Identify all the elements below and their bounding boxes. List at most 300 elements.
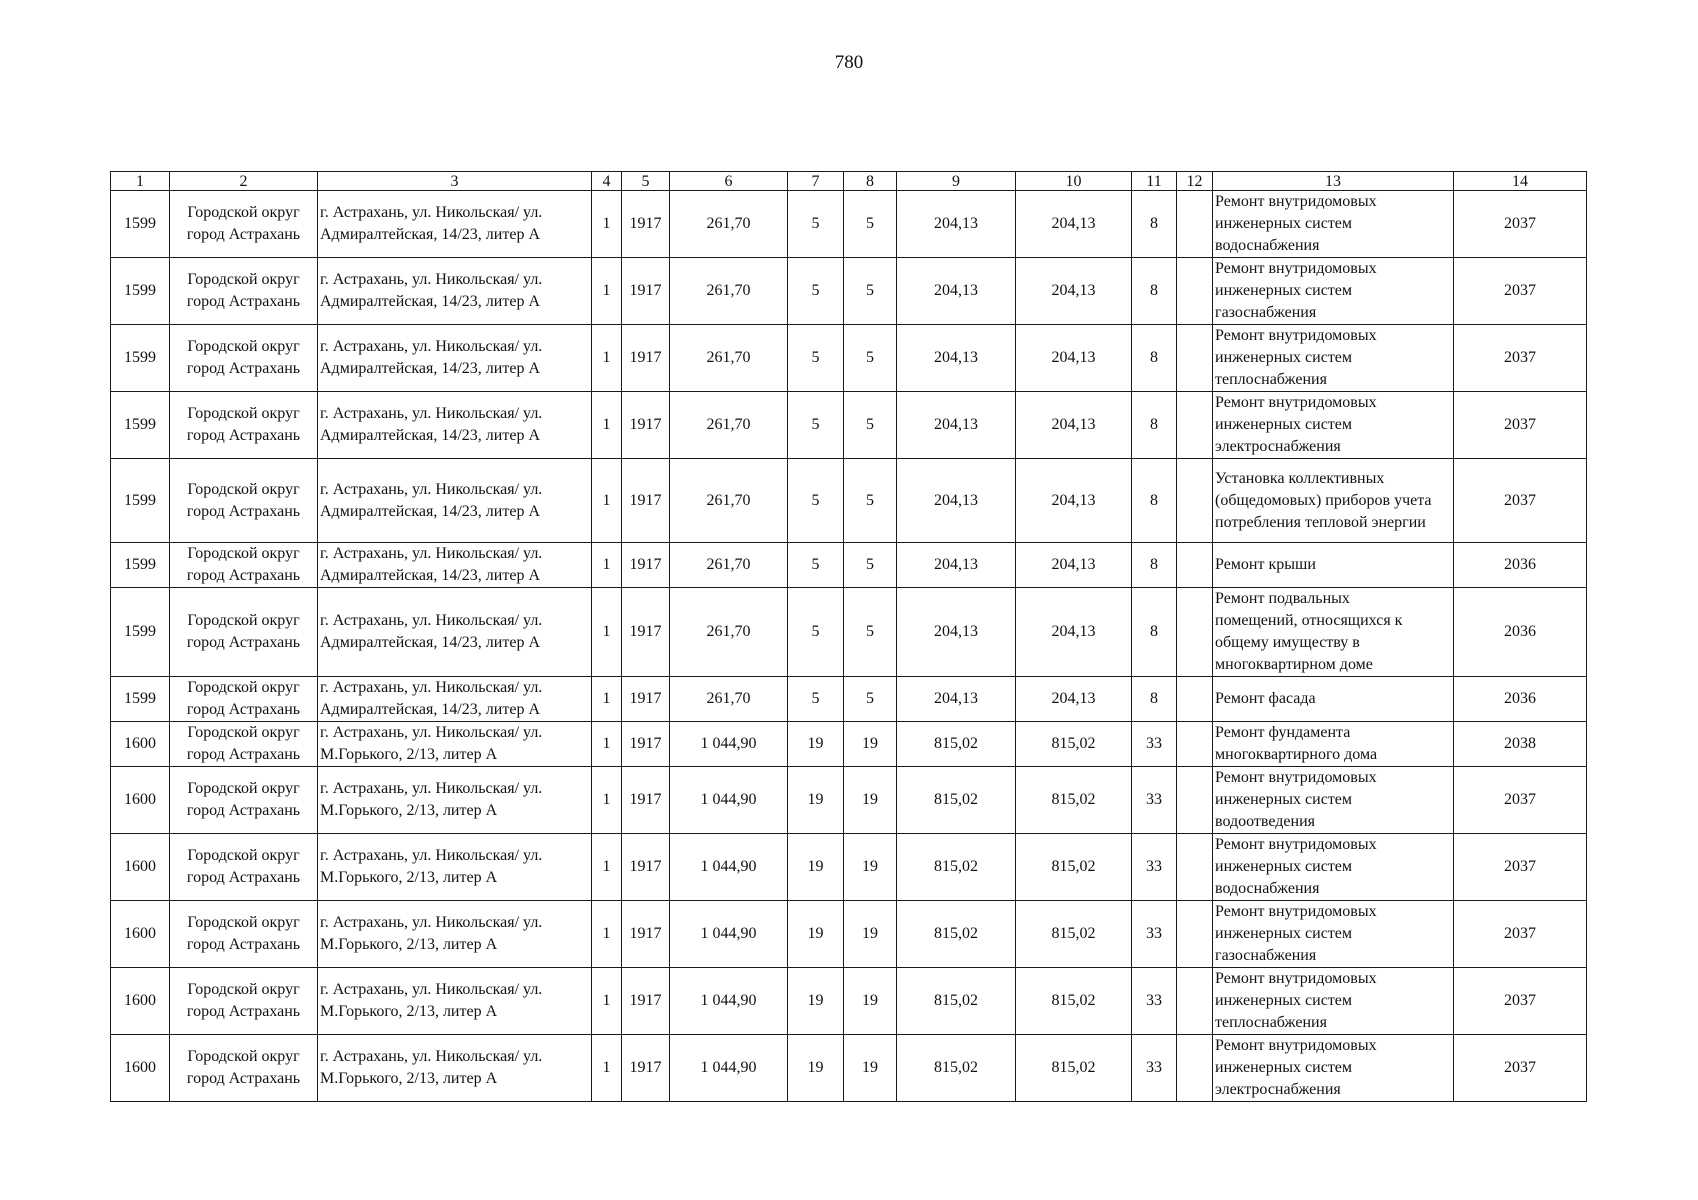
municipality-cell	[170, 767, 318, 834]
row-number-cell: 1599	[111, 392, 170, 459]
cell-line: г. Астрахань, ул. Никольская/ ул.	[320, 204, 543, 221]
cell-line: город Астрахань	[186, 1070, 301, 1087]
cell-line: г. Астрахань, ул. Никольская/ ул.	[320, 612, 543, 629]
planned-year-cell: 2038	[1454, 722, 1587, 767]
row-number-cell: 1600	[111, 901, 170, 968]
cell-line: Городской округ	[187, 847, 300, 864]
cell-line: многоквартирного дома	[1215, 746, 1378, 763]
column-header: 6	[670, 172, 788, 191]
col4-cell: 1	[592, 968, 622, 1035]
planned-year-cell: 2037	[1454, 968, 1587, 1035]
municipality-cell	[170, 1035, 318, 1102]
table-row	[111, 325, 1587, 392]
col7-cell: 5	[788, 543, 844, 588]
col10-cell: 815,02	[1016, 722, 1132, 767]
col7-cell: 5	[788, 677, 844, 722]
col7-cell: 5	[788, 191, 844, 258]
cell-line: помещений, относящихся к	[1215, 612, 1403, 629]
col10-cell: 204,13	[1016, 677, 1132, 722]
col7-cell: 5	[788, 459, 844, 543]
col11-cell: 33	[1132, 1035, 1177, 1102]
column-header: 14	[1454, 172, 1587, 191]
row-number-cell: 1599	[111, 459, 170, 543]
year-cell: 1917	[622, 258, 670, 325]
cell-line: М.Горького, 2/13, литер А	[320, 802, 498, 819]
cell-line: водоотведения	[1215, 813, 1315, 830]
cell-line: Городской округ	[187, 612, 300, 629]
cell-line: инженерных систем	[1215, 791, 1353, 808]
cell-line: г. Астрахань, ул. Никольская/ ул.	[320, 847, 543, 864]
address-cell	[318, 834, 592, 901]
column-header: 12	[1177, 172, 1213, 191]
year-cell: 1917	[622, 459, 670, 543]
col11-cell: 8	[1132, 588, 1177, 677]
cell-line: город Астрахань	[186, 869, 301, 886]
col12-cell	[1177, 258, 1213, 325]
address-cell	[318, 191, 592, 258]
address-cell	[318, 258, 592, 325]
column-header: 5	[622, 172, 670, 191]
column-number-row	[111, 172, 1587, 191]
col9-cell: 204,13	[897, 543, 1016, 588]
municipality-cell	[170, 834, 318, 901]
col8-cell: 19	[844, 767, 897, 834]
row-number-cell: 1600	[111, 968, 170, 1035]
cell-line: г. Астрахань, ул. Никольская/ ул.	[320, 545, 543, 562]
work-type-cell	[1213, 459, 1454, 543]
row-number-cell: 1599	[111, 258, 170, 325]
col8-cell: 5	[844, 677, 897, 722]
year-cell: 1917	[622, 392, 670, 459]
row-number-cell: 1600	[111, 722, 170, 767]
col12-cell	[1177, 325, 1213, 392]
area-cell: 1 044,90	[670, 834, 788, 901]
row-number-cell: 1599	[111, 325, 170, 392]
address-cell	[318, 901, 592, 968]
cell-line: Ремонт подвальных	[1215, 590, 1350, 607]
cell-line: М.Горького, 2/13, литер А	[320, 869, 498, 886]
col11-cell: 8	[1132, 325, 1177, 392]
address-cell	[318, 392, 592, 459]
cell-line: Адмиралтейская, 14/23, литер А	[320, 634, 540, 651]
address-cell	[318, 1035, 592, 1102]
table-row	[111, 722, 1587, 767]
col12-cell	[1177, 191, 1213, 258]
col11-cell: 33	[1132, 968, 1177, 1035]
col12-cell	[1177, 834, 1213, 901]
cell-line: г. Астрахань, ул. Никольская/ ул.	[320, 338, 543, 355]
address-cell	[318, 722, 592, 767]
cell-line: (общедомовых) приборов учета	[1215, 491, 1432, 509]
cell-line: г. Астрахань, ул. Никольская/ ул.	[320, 981, 543, 998]
col4-cell: 1	[592, 1035, 622, 1102]
col11-cell: 8	[1132, 677, 1177, 722]
cell-line: электроснабжения	[1215, 1081, 1341, 1098]
area-cell: 261,70	[670, 677, 788, 722]
col12-cell	[1177, 1035, 1213, 1102]
planned-year-cell: 2037	[1454, 834, 1587, 901]
year-cell: 1917	[622, 588, 670, 677]
cell-line: город Астрахань	[186, 567, 301, 584]
cell-line: теплоснабжения	[1215, 1014, 1327, 1031]
planned-year-cell: 2037	[1454, 901, 1587, 968]
area-cell: 1 044,90	[670, 767, 788, 834]
col8-cell: 5	[844, 392, 897, 459]
cell-line: Ремонт внутридомовых	[1215, 1037, 1377, 1054]
planned-year-cell: 2036	[1454, 677, 1587, 722]
year-cell: 1917	[622, 191, 670, 258]
municipality-cell	[170, 325, 318, 392]
col11-cell: 8	[1132, 459, 1177, 543]
col7-cell: 19	[788, 722, 844, 767]
cell-line: Городской округ	[187, 405, 300, 422]
col11-cell: 8	[1132, 258, 1177, 325]
area-cell: 261,70	[670, 392, 788, 459]
col4-cell: 1	[592, 392, 622, 459]
cell-line: г. Астрахань, ул. Никольская/ ул.	[320, 724, 543, 741]
col11-cell: 33	[1132, 722, 1177, 767]
table-row	[111, 588, 1587, 677]
col7-cell: 19	[788, 767, 844, 834]
col7-cell: 19	[788, 1035, 844, 1102]
col4-cell: 1	[592, 722, 622, 767]
col7-cell: 5	[788, 258, 844, 325]
cell-line: многоквартирном доме	[1215, 656, 1373, 673]
col4-cell: 1	[592, 767, 622, 834]
col8-cell: 5	[844, 325, 897, 392]
planned-year-cell: 2037	[1454, 767, 1587, 834]
col10-cell: 815,02	[1016, 767, 1132, 834]
col10-cell: 204,13	[1016, 392, 1132, 459]
col9-cell: 815,02	[897, 1035, 1016, 1102]
col4-cell: 1	[592, 191, 622, 258]
col12-cell	[1177, 901, 1213, 968]
col10-cell: 204,13	[1016, 543, 1132, 588]
municipality-cell	[170, 722, 318, 767]
cell-line: инженерных систем	[1215, 416, 1353, 433]
col4-cell: 1	[592, 677, 622, 722]
municipality-cell	[170, 258, 318, 325]
col9-cell: 815,02	[897, 834, 1016, 901]
planned-year-cell: 2037	[1454, 459, 1587, 543]
col8-cell: 5	[844, 543, 897, 588]
cell-line: город Астрахань	[186, 936, 301, 953]
table-row	[111, 968, 1587, 1035]
cell-line: город Астрахань	[186, 360, 301, 377]
work-type-cell	[1213, 968, 1454, 1035]
col4-cell: 1	[592, 543, 622, 588]
row-number-cell: 1600	[111, 1035, 170, 1102]
cell-line: инженерных систем	[1215, 349, 1353, 366]
municipality-cell	[170, 677, 318, 722]
cell-line: город Астрахань	[186, 226, 301, 243]
col12-cell	[1177, 588, 1213, 677]
address-cell	[318, 325, 592, 392]
cell-line: г. Астрахань, ул. Никольская/ ул.	[320, 679, 543, 696]
area-cell: 261,70	[670, 543, 788, 588]
cell-line: Ремонт внутридомовых	[1215, 260, 1377, 277]
cell-line: город Астрахань	[186, 701, 301, 718]
col9-cell: 815,02	[897, 901, 1016, 968]
address-cell	[318, 677, 592, 722]
cell-line: теплоснабжения	[1215, 371, 1327, 388]
cell-line: Городской округ	[187, 679, 300, 696]
planned-year-cell: 2037	[1454, 258, 1587, 325]
cell-line: Ремонт внутридомовых	[1215, 970, 1377, 987]
col8-cell: 19	[844, 968, 897, 1035]
cell-line: г. Астрахань, ул. Никольская/ ул.	[320, 1048, 543, 1065]
col10-cell: 815,02	[1016, 968, 1132, 1035]
col8-cell: 19	[844, 834, 897, 901]
cell-line: Адмиралтейская, 14/23, литер А	[320, 502, 540, 520]
area-cell: 1 044,90	[670, 901, 788, 968]
cell-line: Городской округ	[187, 480, 300, 498]
page-number: 780	[834, 52, 864, 73]
year-cell: 1917	[622, 834, 670, 901]
year-cell: 1917	[622, 1035, 670, 1102]
cell-line: инженерных систем	[1215, 1059, 1353, 1076]
cell-line: город Астрахань	[186, 1003, 301, 1020]
cell-line: Городской округ	[187, 545, 300, 562]
area-cell: 261,70	[670, 191, 788, 258]
municipality-cell	[170, 968, 318, 1035]
col7-cell: 19	[788, 901, 844, 968]
cell-line: водоснабжения	[1215, 237, 1320, 254]
row-number-cell: 1600	[111, 767, 170, 834]
cell-line: Ремонт внутридомовых	[1215, 903, 1377, 920]
table-row	[111, 258, 1587, 325]
col4-cell: 1	[592, 258, 622, 325]
cell-line: газоснабжения	[1215, 947, 1317, 964]
cell-line: Городской округ	[187, 914, 300, 931]
cell-line: электроснабжения	[1215, 438, 1341, 455]
col4-cell: 1	[592, 588, 622, 677]
year-cell: 1917	[622, 722, 670, 767]
work-type-cell	[1213, 543, 1454, 588]
col12-cell	[1177, 543, 1213, 588]
municipality-cell	[170, 392, 318, 459]
cell-line: Городской округ	[187, 981, 300, 998]
col9-cell: 204,13	[897, 392, 1016, 459]
col4-cell: 1	[592, 834, 622, 901]
row-number-cell: 1599	[111, 588, 170, 677]
cell-line: Городской округ	[187, 338, 300, 355]
cell-line: инженерных систем	[1215, 282, 1353, 299]
col10-cell: 204,13	[1016, 325, 1132, 392]
col9-cell: 815,02	[897, 968, 1016, 1035]
cell-line: город Астрахань	[186, 502, 301, 520]
year-cell: 1917	[622, 677, 670, 722]
address-cell	[318, 459, 592, 543]
col11-cell: 8	[1132, 543, 1177, 588]
cell-line: Ремонт фасада	[1215, 690, 1316, 707]
address-cell	[318, 588, 592, 677]
col12-cell	[1177, 459, 1213, 543]
municipality-cell	[170, 901, 318, 968]
planned-year-cell: 2037	[1454, 392, 1587, 459]
planned-year-cell: 2037	[1454, 191, 1587, 258]
col9-cell: 204,13	[897, 191, 1016, 258]
cell-line: Городской округ	[187, 724, 300, 741]
cell-line: инженерных систем	[1215, 858, 1353, 875]
col9-cell: 204,13	[897, 325, 1016, 392]
work-type-cell	[1213, 392, 1454, 459]
table-row	[111, 191, 1587, 258]
address-cell	[318, 767, 592, 834]
cell-line: потребления тепловой энергии	[1215, 513, 1426, 531]
col10-cell: 204,13	[1016, 459, 1132, 543]
planned-year-cell: 2036	[1454, 588, 1587, 677]
table-row	[111, 834, 1587, 901]
col12-cell	[1177, 968, 1213, 1035]
area-cell: 261,70	[670, 588, 788, 677]
col8-cell: 5	[844, 588, 897, 677]
work-type-cell	[1213, 834, 1454, 901]
col10-cell: 204,13	[1016, 258, 1132, 325]
year-cell: 1917	[622, 767, 670, 834]
planned-year-cell: 2037	[1454, 325, 1587, 392]
work-type-cell	[1213, 325, 1454, 392]
area-cell: 261,70	[670, 325, 788, 392]
address-cell	[318, 968, 592, 1035]
col8-cell: 19	[844, 1035, 897, 1102]
col9-cell: 815,02	[897, 722, 1016, 767]
work-type-cell	[1213, 191, 1454, 258]
area-cell: 261,70	[670, 459, 788, 543]
col7-cell: 19	[788, 834, 844, 901]
col8-cell: 5	[844, 258, 897, 325]
cell-line: Адмиралтейская, 14/23, литер А	[320, 226, 540, 243]
column-header: 2	[170, 172, 318, 191]
col11-cell: 33	[1132, 767, 1177, 834]
table-row	[111, 677, 1587, 722]
cell-line: Ремонт внутридомовых	[1215, 769, 1377, 786]
cell-line: город Астрахань	[186, 634, 301, 651]
table-body	[111, 191, 1587, 1102]
cell-line: Установка коллективных	[1215, 469, 1385, 487]
col9-cell: 204,13	[897, 677, 1016, 722]
cell-line: водоснабжения	[1215, 880, 1320, 897]
area-cell: 1 044,90	[670, 722, 788, 767]
row-number-cell: 1600	[111, 834, 170, 901]
col10-cell: 204,13	[1016, 191, 1132, 258]
cell-line: М.Горького, 2/13, литер А	[320, 936, 498, 953]
table-row	[111, 459, 1587, 543]
cell-line: М.Горького, 2/13, литер А	[320, 746, 498, 763]
work-type-cell	[1213, 722, 1454, 767]
col7-cell: 5	[788, 325, 844, 392]
col12-cell	[1177, 722, 1213, 767]
work-type-cell	[1213, 1035, 1454, 1102]
municipality-cell	[170, 588, 318, 677]
col4-cell: 1	[592, 325, 622, 392]
cell-line: Ремонт крыши	[1215, 556, 1316, 573]
cell-line: инженерных систем	[1215, 925, 1353, 942]
col7-cell: 19	[788, 968, 844, 1035]
cell-line: город Астрахань	[186, 427, 301, 444]
cell-line: Адмиралтейская, 14/23, литер А	[320, 701, 540, 718]
cell-line: газоснабжения	[1215, 304, 1317, 321]
col10-cell: 815,02	[1016, 834, 1132, 901]
cell-line: город Астрахань	[186, 746, 301, 763]
municipality-cell	[170, 191, 318, 258]
col11-cell: 8	[1132, 191, 1177, 258]
year-cell: 1917	[622, 543, 670, 588]
cell-line: М.Горького, 2/13, литер А	[320, 1003, 498, 1020]
table-row	[111, 543, 1587, 588]
cell-line: г. Астрахань, ул. Никольская/ ул.	[320, 914, 543, 931]
year-cell: 1917	[622, 968, 670, 1035]
work-type-cell	[1213, 677, 1454, 722]
area-cell: 1 044,90	[670, 1035, 788, 1102]
col10-cell: 815,02	[1016, 1035, 1132, 1102]
column-header: 1	[111, 172, 170, 191]
cell-line: г. Астрахань, ул. Никольская/ ул.	[320, 271, 543, 288]
col11-cell: 33	[1132, 834, 1177, 901]
table-row	[111, 767, 1587, 834]
cell-line: Ремонт внутридомовых	[1215, 327, 1377, 344]
cell-line: Ремонт внутридомовых	[1215, 394, 1377, 411]
area-cell: 261,70	[670, 258, 788, 325]
table-row	[111, 1035, 1587, 1102]
col11-cell: 8	[1132, 392, 1177, 459]
column-header: 9	[897, 172, 1016, 191]
work-type-cell	[1213, 767, 1454, 834]
year-cell: 1917	[622, 325, 670, 392]
cell-line: общему имуществу в	[1215, 634, 1360, 651]
col4-cell: 1	[592, 901, 622, 968]
work-type-cell	[1213, 901, 1454, 968]
municipality-cell	[170, 459, 318, 543]
cell-line: город Астрахань	[186, 293, 301, 310]
cell-line: г. Астрахань, ул. Никольская/ ул.	[320, 780, 543, 797]
cell-line: Адмиралтейская, 14/23, литер А	[320, 293, 540, 310]
cell-line: Адмиралтейская, 14/23, литер А	[320, 360, 540, 377]
col7-cell: 5	[788, 588, 844, 677]
address-cell	[318, 543, 592, 588]
col8-cell: 5	[844, 459, 897, 543]
cell-line: Ремонт внутридомовых	[1215, 193, 1377, 210]
cell-line: Адмиралтейская, 14/23, литер А	[320, 427, 540, 444]
cell-line: инженерных систем	[1215, 215, 1353, 232]
column-header: 7	[788, 172, 844, 191]
cell-line: г. Астрахань, ул. Никольская/ ул.	[320, 405, 543, 422]
cell-line: Городской округ	[187, 780, 300, 797]
column-header: 13	[1213, 172, 1454, 191]
cell-line: Городской округ	[187, 271, 300, 288]
col12-cell	[1177, 677, 1213, 722]
year-cell: 1917	[622, 901, 670, 968]
column-header: 11	[1132, 172, 1177, 191]
col8-cell: 19	[844, 901, 897, 968]
table-row	[111, 901, 1587, 968]
work-type-cell	[1213, 258, 1454, 325]
col4-cell: 1	[592, 459, 622, 543]
repair-schedule-table	[110, 171, 1587, 1102]
column-header: 10	[1016, 172, 1132, 191]
cell-line: Городской округ	[187, 204, 300, 221]
col9-cell: 204,13	[897, 258, 1016, 325]
col8-cell: 5	[844, 191, 897, 258]
col9-cell: 815,02	[897, 767, 1016, 834]
planned-year-cell: 2036	[1454, 543, 1587, 588]
cell-line: М.Горького, 2/13, литер А	[320, 1070, 498, 1087]
cell-line: Ремонт внутридомовых	[1215, 836, 1377, 853]
col12-cell	[1177, 392, 1213, 459]
column-header: 8	[844, 172, 897, 191]
cell-line: инженерных систем	[1215, 992, 1353, 1009]
column-header: 3	[318, 172, 592, 191]
